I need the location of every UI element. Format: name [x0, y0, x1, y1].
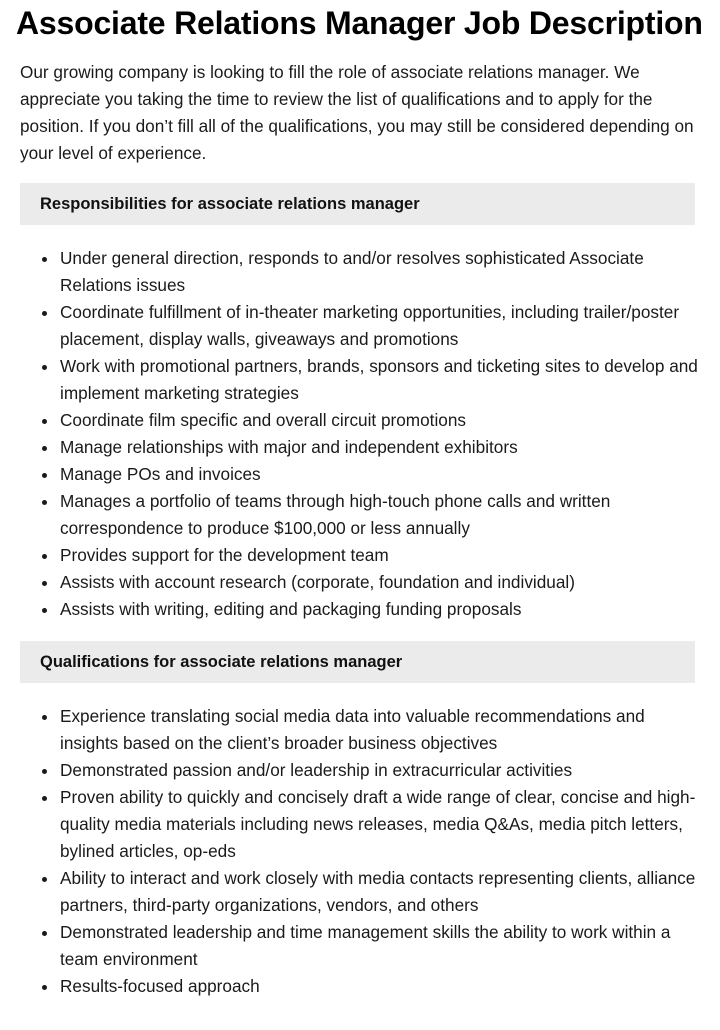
list-item: Demonstrated leadership and time management skills the ability to work within a team environment	[20, 919, 700, 973]
list-item: Ability to interact and work closely with media contacts representing clients, alliance partners, third-party organizations, vendors, and others	[20, 865, 700, 919]
responsibilities-heading: Responsibilities for associate relations manager	[40, 194, 420, 213]
list-item: Work with promotional partners, brands, sponsors and ticketing sites to develop and implement marketing strategies	[20, 353, 700, 407]
list-item: Coordinate film specific and overall circuit promotions	[20, 407, 700, 434]
list-item: Results-focused approach	[20, 973, 700, 1000]
intro-paragraph: Our growing company is looking to fill the role of associate relations manager. We appreciate you taking the time to review the list of qualifications and to apply for the position. If you don’t fill all of the qualifications, you may still be considered depending on your level of experience.	[20, 62, 694, 163]
qualifications-section-header	[20, 641, 695, 683]
list-item: Assists with account research (corporate, foundation and individual)	[20, 569, 700, 596]
list-item: Manage POs and invoices	[20, 461, 700, 488]
list-item: Manage relationships with major and independent exhibitors	[20, 434, 700, 461]
list-item: Manages a portfolio of teams through high-touch phone calls and written correspondence to produce $100,000 or less annually	[20, 488, 700, 542]
list-item: Experience translating social media data into valuable recommendations and insights based on the client’s broader business objectives	[20, 703, 700, 757]
list-item: Under general direction, responds to and/or resolves sophisticated Associate Relations issues	[20, 245, 700, 299]
list-item: Coordinate fulfillment of in-theater marketing opportunities, including trailer/poster placement, display walls, giveaways and promotions	[20, 299, 700, 353]
list-item: Proven ability to quickly and concisely draft a wide range of clear, concise and high-quality media materials including news releases, media Q&As, media pitch letters, bylined articles, op-eds	[20, 784, 700, 865]
qualifications-list	[20, 703, 700, 1000]
qualifications-heading: Qualifications for associate relations manager	[40, 652, 403, 671]
list-item: Demonstrated passion and/or leadership in extracurricular activities	[20, 757, 700, 784]
responsibilities-list	[20, 245, 700, 623]
page-title: Associate Relations Manager Job Description	[16, 5, 703, 41]
responsibilities-section-header	[20, 183, 695, 225]
list-item: Provides support for the development team	[20, 542, 700, 569]
list-item: Assists with writing, editing and packaging funding proposals	[20, 596, 700, 623]
